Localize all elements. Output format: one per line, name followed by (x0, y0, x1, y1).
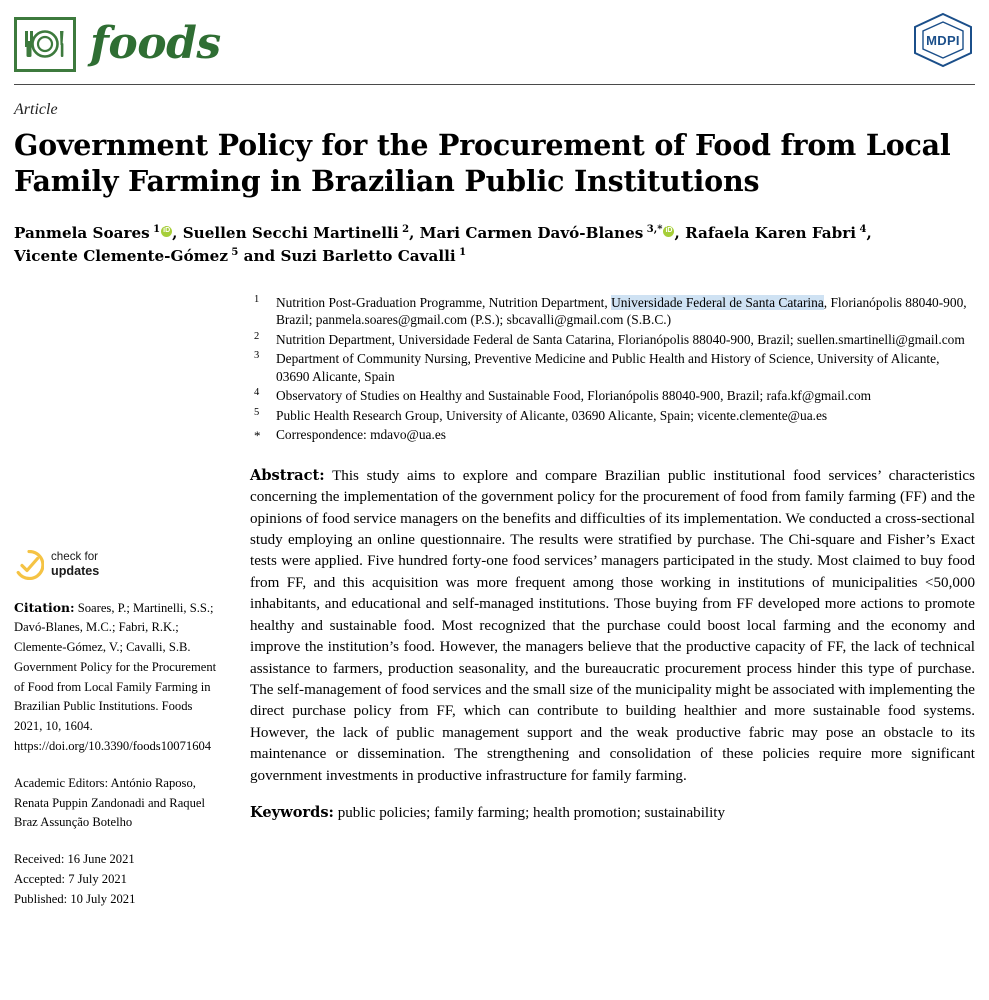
affiliation-text-part: Nutrition Post-Graduation Programme, Nutrition Department, (276, 294, 612, 310)
author-separator: , (409, 224, 420, 242)
author-affiliation-marker: 5 (227, 246, 239, 258)
author-name: Suellen Secchi Martinelli (182, 224, 399, 242)
published-date: Published: 10 July 2021 (14, 891, 136, 906)
keywords-label: Keywords: (250, 804, 334, 822)
affiliation-marker: 1 (254, 293, 260, 305)
author-separator: and (238, 246, 281, 265)
author-affiliation-marker: 1 (455, 246, 467, 258)
author-affiliation-marker: 3,* (643, 223, 663, 235)
abstract-label: Abstract: (250, 466, 325, 484)
keywords (250, 803, 975, 824)
affiliation-text (276, 294, 975, 330)
affiliation-marker: 5 (254, 406, 260, 418)
main-column (236, 294, 975, 910)
affiliation-item (250, 407, 975, 425)
check-for-updates-badge[interactable] (14, 550, 218, 580)
author-separator: , (866, 224, 872, 242)
orcid-icon[interactable] (663, 226, 674, 237)
author-name: Rafaela Karen Fabri (685, 224, 857, 242)
publication-dates (14, 850, 218, 909)
plate-fork-knife-icon (14, 17, 76, 72)
affiliations-list (250, 294, 975, 444)
author-affiliation-marker: 1 (149, 223, 161, 235)
affiliation-text: Nutrition Department, Universidade Federal de Santa Catarina, Florianópolis 88040-900, Brazil; suellen.smartinelli@gmail.com (276, 331, 965, 347)
author-name: Suzi Barletto Cavalli (280, 246, 456, 265)
page-title: Government Policy for the Procurement of Food from Local Family Farming in Brazilian Public Institutions (14, 128, 951, 199)
journal-header (14, 0, 975, 80)
author-separator: , (674, 224, 686, 242)
mdpi-label: MDPI (926, 32, 960, 48)
abstract (250, 466, 975, 787)
citation-label: Citation: (14, 599, 75, 615)
author-separator: , (172, 224, 183, 242)
journal-brand (14, 9, 221, 72)
check-updates-line-1: check for (51, 550, 99, 564)
journal-title: foods (90, 18, 221, 69)
mdpi-logo (911, 12, 975, 68)
affiliation-item (250, 331, 975, 349)
author-name: Panmela Soares (14, 224, 150, 242)
affiliation-marker: * (254, 427, 261, 443)
affiliation-text: Observatory of Studies on Healthy and Sustainable Food, Florianópolis 88040-900, Brazil; rafa.kf@gmail.com (276, 388, 872, 404)
header-divider (14, 84, 975, 85)
orcid-icon[interactable] (161, 226, 172, 237)
keywords-text: public policies; family farming; health promotion; sustainability (333, 805, 726, 822)
affiliation-item (250, 294, 975, 330)
highlighted-text: Universidade Federal de Santa Catarina (611, 294, 824, 310)
article-type: Article (14, 101, 58, 118)
author-affiliation-marker: 4 (856, 223, 867, 235)
affiliation-marker: 3 (254, 350, 260, 362)
check-for-updates-text (51, 550, 99, 579)
sidebar (14, 294, 236, 910)
affiliation-text: Department of Community Nursing, Preventive Medicine and Public Health and History of Science, University of Alicante, 03690 Alicante, Spain (276, 351, 940, 384)
author-line-2 (14, 245, 975, 268)
check-updates-line-2: updates (51, 564, 100, 579)
citation-block (14, 598, 218, 757)
affiliation-text: Public Health Research Group, University of Alicante, 03690 Alicante, Spain; vicente.clemente@ua.es (276, 407, 828, 423)
check-mark-icon (14, 550, 44, 580)
author-affiliation-marker: 2 (398, 223, 410, 235)
received-date: Received: 16 June 2021 (14, 852, 135, 867)
abstract-text: This study aims to explore and compare Brazilian public institutional food services’ characteristics concerning the implementation of the government policy for the procurement of food from family farming (FF) and the opinions of food service managers on the benefits and difficulties of its implementation. We conducted a cross-sectional study employing an online questionnaire. The results were stratified by purchase. The Chi-square and Fisher’s Exact tests were applied. Five hundred forty-one food services’ managers participated in the study. Most claimed to buy food from FF, and this acquisition was more frequent among those working in institutions of municipalities <50,000 inhabitants, and educational and self-managed institutions. Those buying from FF developed more actions to promote healthy and sustainable food. Most recognized that the purchase could boost local farming and the economy and improve the institution’s food. However, the managers believe that the productive capacity of FF, the lack of technical assistance to farmers, production seasonality, and the bureaucratic procurement process hinder this type of purchase. The self-management of food services and the small size of the municipality might be associated with implementing the direct purchase policy from FF, which can contribute to building healthier and more sustainable food systems. However, the lack of public management support and the weak productive fabric may pose an obstacle to its maintenance or dissemination. The strengthening and consolidation of these policies require more significant government investments in productive infrastructure for family farming. (250, 467, 975, 784)
affiliation-text-part: , Florianópolis 88040-900, Brazil; panmela.soares@gmail.com (P.S.); sbcavalli@gmail.com (S.B.C.) (276, 294, 967, 328)
body-area (14, 294, 975, 910)
citation-text: Soares, P.; Martinelli, S.S.; Davó-Blanes, M.C.; Fabri, R.K.; Clemente-Gómez, V.; Cavalli, S.B. Government Policy for the Procurement of Food from Local Family Farming in Brazilian Public Institutions. Foods 2021, 10, 1604. https://doi.org/10.3390/foods10071604 (14, 600, 217, 754)
author-list (14, 222, 975, 268)
accepted-date: Accepted: 7 July 2021 (14, 871, 127, 886)
affiliation-marker: 4 (254, 387, 260, 399)
academic-editors: Academic Editors: António Raposo, Renata Puppin Zandonadi and Raquel Braz Assunção Botelho (14, 775, 205, 830)
affiliation-item (250, 350, 975, 386)
affiliation-item (250, 387, 975, 405)
affiliation-item (250, 426, 975, 444)
author-line-1 (14, 222, 975, 245)
author-name: Mari Carmen Davó-Blanes (419, 224, 644, 242)
affiliation-text: Correspondence: mdavo@ua.es (276, 426, 446, 442)
affiliation-marker: 2 (254, 330, 260, 342)
author-name: Vicente Clemente-Gómez (14, 246, 228, 265)
